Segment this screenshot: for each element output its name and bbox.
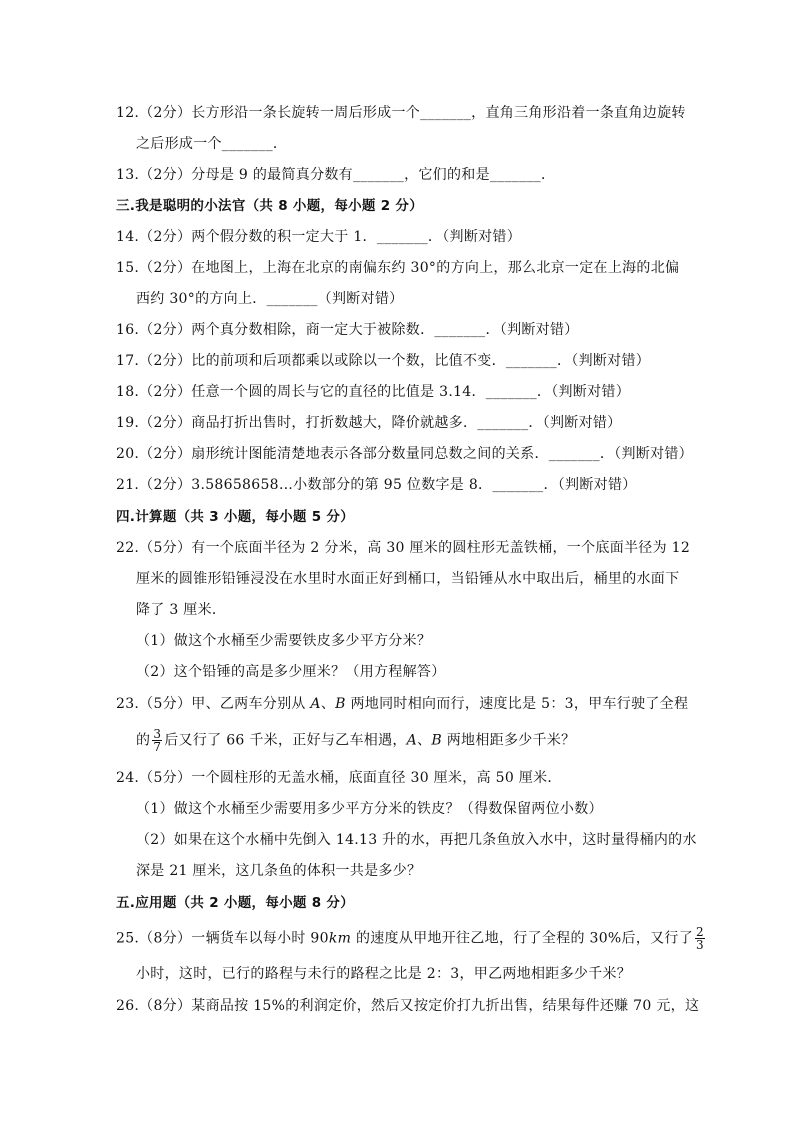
question-20: 20.（2分）扇形统计图能清楚地表示各部分数量同总数之间的关系．_______．（判断对错） xyxy=(116,446,693,462)
question-17: 17.（2分）比的前项和后项都乘以或除以一个数，比值不变．_______．（判断对错） xyxy=(116,353,651,369)
q23-fraction xyxy=(152,728,162,753)
question-24-part-2-line-2: 深是 21 厘米，这几条鱼的体积一共是多少？ xyxy=(136,863,422,879)
question-24: 24.（5分）一个圆柱形的无盖水桶，底面直径 30 厘米，高 50 厘米． xyxy=(116,770,562,786)
q25-fraction-numerator: 2 xyxy=(696,925,704,939)
q23-sep-2: 、 xyxy=(417,732,432,749)
q23-text-a: 23.（5分）甲、乙两车分别从 xyxy=(116,696,311,712)
q23-sep-1: 、 xyxy=(320,696,336,712)
question-22-part-1: （1）做这个水桶至少需要铁皮多少平方分米？ xyxy=(136,633,432,649)
question-24-part-2-line-1: （2）如果在这个水桶中先倒入 14.13 升的水，再把几条鱼放入水中，这时量得桶内的水 xyxy=(136,832,697,848)
question-25-line-2: 小时，这时，已行的路程与未行的路程之比是 2：3，甲乙两地相距多少千米？ xyxy=(136,966,632,982)
question-24-part-1: （1）做这个水桶至少需要用多少平方分米的铁皮？（得数保留两位小数） xyxy=(136,801,603,817)
q25-fraction-denominator: 3 xyxy=(696,938,704,952)
q23-text-b: 两地同时相向而行，速度比是 5：3，甲车行驶了全程 xyxy=(345,696,689,712)
question-21: 21.（2分）3.58658658…小数部分的第 95 位数字是 8．_______．（判断对错） xyxy=(116,477,637,493)
q25-text-a: 25.（8分）一辆货车以每小时 90 xyxy=(116,930,329,947)
question-12-line-2: 之后形成一个_______． xyxy=(136,136,288,152)
question-13: 13.（2分）分母是 9 的最简真分数有_______，它们的和是_______． xyxy=(116,167,556,183)
question-12-line-1: 12.（2分）长方形沿一条长旋转一周后形成一个_______，直角三角形沿着一条直角边旋转 xyxy=(116,105,686,121)
q23-text-d: 后又行了 66 千米，正好与乙车相遇， xyxy=(164,732,407,749)
question-23-line-2 xyxy=(136,728,575,753)
question-22-line-2: 厘米的圆锥形铅锤浸没在水里时水面正好到桶口，当铅锤从水中取出后，桶里的水面下 xyxy=(136,571,680,587)
question-23-line-1 xyxy=(116,694,688,714)
question-19: 19.（2分）商品打折出售时，打折数越大，降价就越多．_______．（判断对错） xyxy=(116,415,622,431)
question-25-line-1 xyxy=(116,926,707,951)
question-16: 16.（2分）两个真分数相除，商一定大于被除数．_______．（判断对错） xyxy=(116,322,579,338)
question-18: 18.（2分）任意一个圆的周长与它的直径的比值是 3.14．_______．（判断对错） xyxy=(116,384,630,400)
q23-text-e: 两地相距多少千米？ xyxy=(442,732,576,749)
question-22-line-3: 降了 3 厘米． xyxy=(136,602,227,618)
question-15-line-2: 西约 30°的方向上．_______（判断对错） xyxy=(136,291,404,307)
q23-text-c: 的 xyxy=(136,732,151,749)
question-22-line-1: 22.（5分）有一个底面半径为 2 分米，高 30 厘米的圆柱形无盖铁桶，一个底面半径为 12 xyxy=(116,540,691,556)
q25-text-b: 的速度从甲地开往乙地，行了全程的 30%后，又行了 xyxy=(351,930,694,947)
section-5-heading: 五.应用题（共 2 小题，每小题 8 分） xyxy=(116,895,355,911)
q23-point-b-2: B xyxy=(431,732,442,749)
question-22-part-2: （2）这个铅锤的高是多少厘米？（用方程解答） xyxy=(136,664,446,680)
q23-point-b: B xyxy=(335,696,346,712)
question-14: 14.（2分）两个假分数的积一定大于 1．_______．（判断对错） xyxy=(116,229,522,245)
q25-unit: km xyxy=(328,930,352,947)
q23-fraction-denominator: 7 xyxy=(153,740,162,754)
question-26: 26.（8分）某商品按 15%的利润定价，然后又按定价打九折出售，结果每件还赚 70 元，这 xyxy=(116,998,700,1014)
q23-point-a: A xyxy=(310,696,321,712)
q23-fraction-numerator: 3 xyxy=(153,727,162,741)
q25-fraction xyxy=(695,926,705,951)
question-15-line-1: 15.（2分）在地图上，上海在北京的南偏东约 30°的方向上，那么北京一定在上海的北偏 xyxy=(116,260,680,276)
section-3-heading: 三.我是聪明的小法官（共 8 小题，每小题 2 分） xyxy=(116,198,424,214)
q23-point-a-2: A xyxy=(406,732,418,749)
section-4-heading: 四.计算题（共 3 小题，每小题 5 分） xyxy=(116,509,355,525)
